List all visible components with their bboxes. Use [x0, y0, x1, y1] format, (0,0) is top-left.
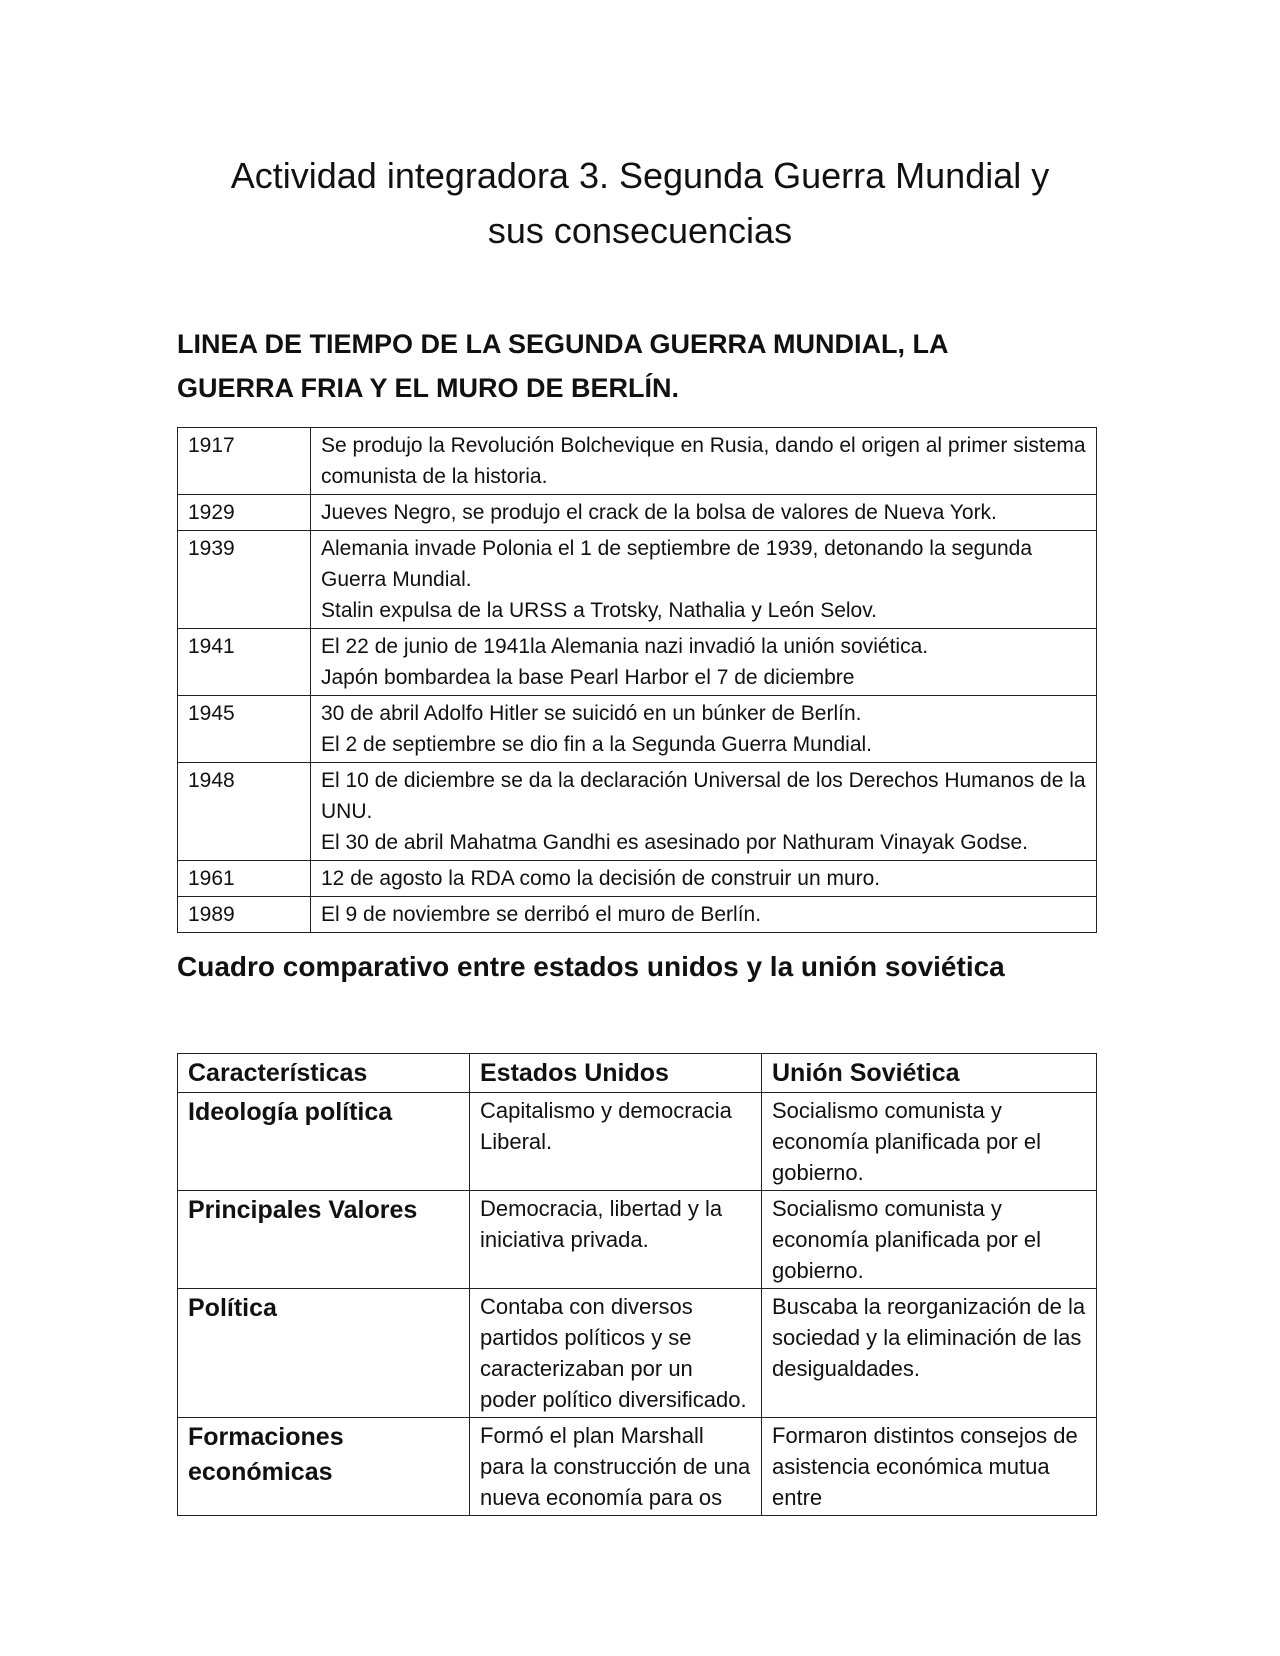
- timeline-events: [311, 696, 1097, 763]
- timeline-events: [311, 495, 1097, 531]
- comparison-row: [178, 1418, 1097, 1516]
- timeline-row: [178, 629, 1097, 696]
- header-usa: Estados Unidos: [470, 1054, 762, 1093]
- comparison-table: [177, 1053, 1097, 1516]
- timeline-year: 1961: [178, 861, 311, 897]
- comparison-header-row: [178, 1054, 1097, 1093]
- document-title: [160, 148, 1120, 258]
- timeline-events: [311, 861, 1097, 897]
- timeline-event: El 9 de noviembre se derribó el muro de Berlín.: [321, 903, 762, 926]
- comparison-feature: Principales Valores: [178, 1191, 470, 1289]
- timeline-row: [178, 495, 1097, 531]
- timeline-heading-line-2: GUERRA FRIA Y EL MURO DE BERLÍN.: [177, 373, 680, 403]
- comparison-usa-cell: Formó el plan Marshall para la construcción de una nueva economía para os: [470, 1418, 762, 1516]
- comparison-ussr-cell: Buscaba la reorganización de la sociedad y la eliminación de las desigualdades.: [762, 1289, 1097, 1418]
- timeline-row: [178, 861, 1097, 897]
- comparison-ussr-cell: Socialismo comunista y economía planificada por el gobierno.: [762, 1093, 1097, 1191]
- timeline-year: 1929: [178, 495, 311, 531]
- timeline-events: [311, 531, 1097, 629]
- timeline-row: [178, 763, 1097, 861]
- timeline-row: [178, 428, 1097, 495]
- timeline-year: 1945: [178, 696, 311, 763]
- comparison-feature: Ideología política: [178, 1093, 470, 1191]
- timeline-table-body: [178, 428, 1097, 933]
- timeline-events: [311, 763, 1097, 861]
- timeline-event: Alemania invade Polonia el 1 de septiembre de 1939, detonando la segunda Guerra Mundial.: [321, 537, 1033, 591]
- timeline-row: [178, 696, 1097, 763]
- header-features: Características: [178, 1054, 470, 1093]
- timeline-event: Se produjo la Revolución Bolchevique en Rusia, dando el origen al primer sistema comunista de la historia.: [321, 434, 1086, 488]
- timeline-event: Jueves Negro, se produjo el crack de la bolsa de valores de Nueva York.: [321, 501, 997, 524]
- timeline-events: [311, 629, 1097, 696]
- comparison-heading: Cuadro comparativo entre estados unidos y la unión soviética: [177, 951, 1005, 982]
- comparison-usa-cell: Capitalismo y democracia Liberal.: [470, 1093, 762, 1191]
- header-ussr: Unión Soviética: [762, 1054, 1097, 1093]
- comparison-row: [178, 1289, 1097, 1418]
- timeline-year: 1939: [178, 531, 311, 629]
- document-title-line-2: sus consecuencias: [487, 210, 793, 251]
- comparison-usa-cell: Contaba con diversos partidos políticos y se caracterizaban por un poder político diversificado.: [470, 1289, 762, 1418]
- timeline-event: Stalin expulsa de la URSS a Trotsky, Nathalia y León Selov.: [321, 599, 878, 622]
- timeline-event: El 30 de abril Mahatma Gandhi es asesinado por Nathuram Vinayak Godse.: [321, 831, 1029, 854]
- timeline-event: El 2 de septiembre se dio fin a la Segunda Guerra Mundial.: [321, 733, 872, 756]
- timeline-year: 1948: [178, 763, 311, 861]
- timeline-event: Japón bombardea la base Pearl Harbor el 7 de diciembre: [321, 666, 855, 689]
- timeline-events: [311, 897, 1097, 933]
- timeline-year: 1989: [178, 897, 311, 933]
- timeline-event: 30 de abril Adolfo Hitler se suicidó en un búnker de Berlín.: [321, 702, 862, 725]
- timeline-heading-line-1: LINEA DE TIEMPO DE LA SEGUNDA GUERRA MUNDIAL, LA: [177, 329, 949, 359]
- timeline-heading: [177, 322, 1097, 410]
- comparison-ussr-cell: Formaron distintos consejos de asistencia económica mutua entre: [762, 1418, 1097, 1516]
- comparison-table-body: [178, 1093, 1097, 1516]
- timeline-row: [178, 531, 1097, 629]
- timeline-year: 1917: [178, 428, 311, 495]
- comparison-feature: Política: [178, 1289, 470, 1418]
- timeline-event: El 10 de diciembre se da la declaración Universal de los Derechos Humanos de la UNU.: [321, 769, 1086, 823]
- timeline-table: [177, 427, 1097, 933]
- comparison-feature: Formaciones económicas: [178, 1418, 470, 1516]
- timeline-events: [311, 428, 1097, 495]
- comparison-ussr-cell: Socialismo comunista y economía planificada por el gobierno.: [762, 1191, 1097, 1289]
- comparison-usa-cell: Democracia, libertad y la iniciativa privada.: [470, 1191, 762, 1289]
- timeline-event: 12 de agosto la RDA como la decisión de construir un muro.: [321, 867, 881, 890]
- comparison-row: [178, 1093, 1097, 1191]
- timeline-event: El 22 de junio de 1941la Alemania nazi invadió la unión soviética.: [321, 635, 929, 658]
- timeline-row: [178, 897, 1097, 933]
- comparison-row: [178, 1191, 1097, 1289]
- timeline-year: 1941: [178, 629, 311, 696]
- document-title-line-1: Actividad integradora 3. Segunda Guerra Mundial y: [230, 155, 1050, 196]
